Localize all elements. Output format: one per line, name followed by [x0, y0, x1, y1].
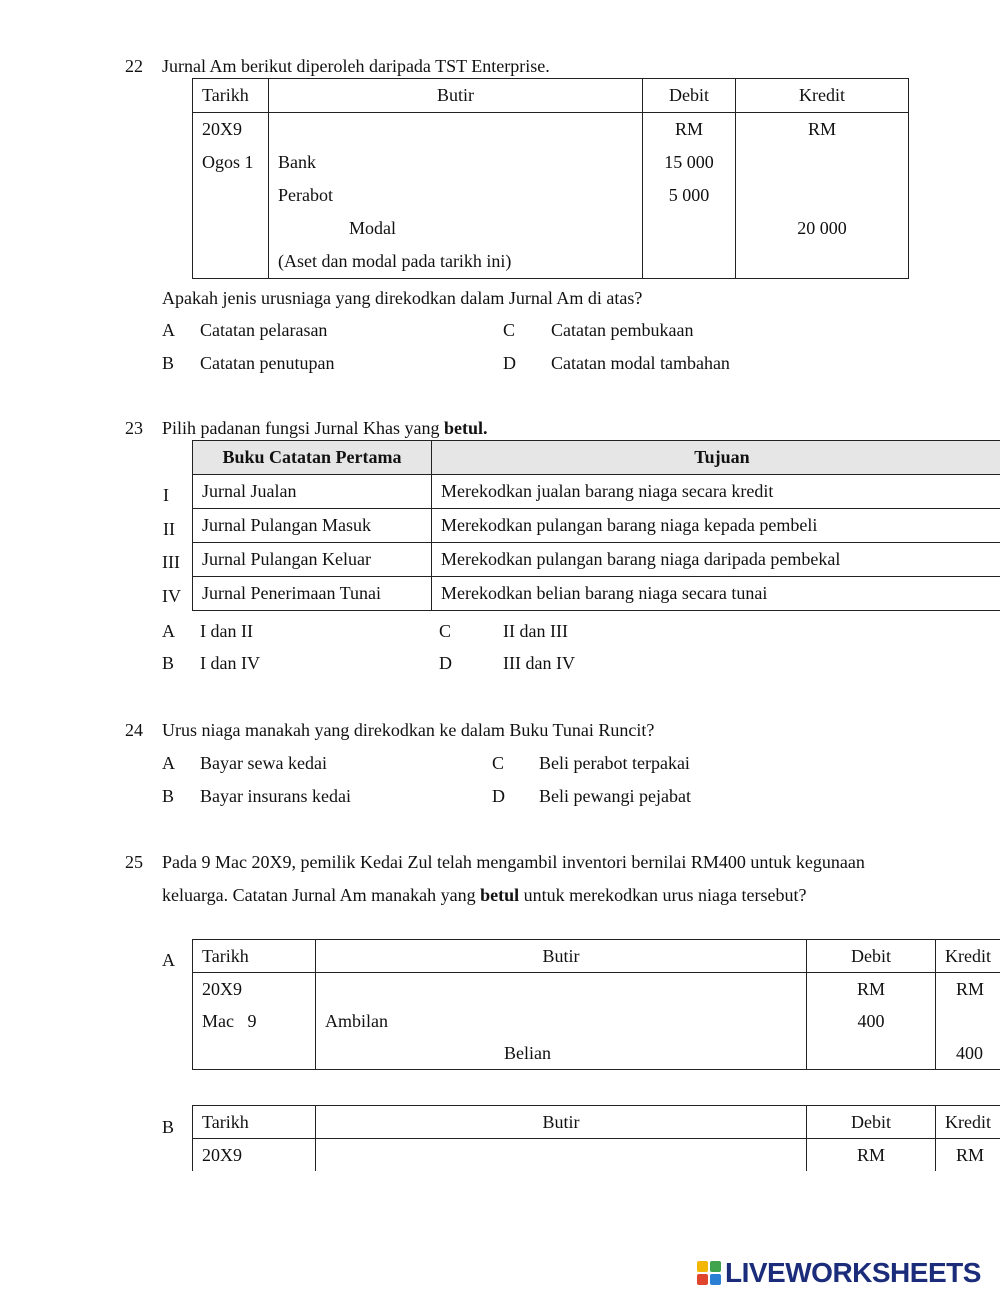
header-debit: Debit	[807, 940, 936, 973]
table-header-row	[193, 79, 909, 113]
logo-text: LIVEWORKSHEETS	[725, 1257, 981, 1288]
header-kredit: Kredit	[736, 79, 909, 113]
q25-option-a-letter[interactable]: A	[162, 950, 175, 970]
q24-stem: Urus niaga manakah yang direkodkan ke dalam Buku Tunai Runcit?	[162, 720, 655, 740]
header-butir: Butir	[316, 1106, 807, 1139]
q25-option-a-table[interactable]	[192, 939, 1000, 1070]
cell-tarikh	[193, 212, 269, 245]
q25-stem-line2	[162, 886, 807, 904]
table-row	[193, 543, 1000, 577]
cell-kredit: 400	[936, 1037, 1000, 1070]
table-header-row	[193, 940, 1000, 973]
cell-kredit: RM	[936, 1139, 1000, 1172]
q22-option-b-letter[interactable]: B	[162, 353, 175, 373]
header-butir: Butir	[269, 79, 643, 113]
table-row	[193, 973, 1000, 1006]
q24-option-c-text[interactable]: Beli perabot terpakai	[539, 753, 690, 773]
cell-debit	[643, 245, 736, 279]
q23-stem-text: Pilih padanan fungsi Jurnal Khas yang	[162, 418, 440, 438]
table-row	[193, 212, 909, 245]
q23-stem	[162, 419, 487, 437]
q22-question: Apakah jenis urusniaga yang direkodkan dalam Jurnal Am di atas?	[162, 288, 643, 308]
cell-kredit	[936, 1005, 1000, 1037]
q22-option-a-letter[interactable]: A	[162, 320, 175, 340]
cell-tarikh	[193, 245, 269, 279]
cell-debit: RM	[807, 1139, 936, 1172]
cell-debit: RM	[807, 973, 936, 1006]
q22-number: 22	[125, 56, 143, 76]
cell-debit: RM	[643, 113, 736, 147]
header-butir: Butir	[316, 940, 807, 973]
header-tarikh: Tarikh	[193, 79, 269, 113]
q25-option-b-table[interactable]	[192, 1105, 1000, 1171]
q23-option-c-text[interactable]: II dan III	[503, 621, 568, 641]
q25-stem-line2-a: keluarga. Catatan Jurnal Am manakah yang	[162, 885, 476, 905]
logo-square-2	[710, 1261, 721, 1272]
cell-kredit	[736, 179, 909, 212]
cell-purpose: Merekodkan belian barang niaga secara tunai	[432, 577, 1000, 611]
table-header-row	[193, 441, 1000, 475]
logo-icon	[697, 1261, 721, 1285]
q22-option-d-text[interactable]: Catatan modal tambahan	[551, 353, 730, 373]
table-row	[193, 1037, 1000, 1070]
cell-tarikh: Mac 9	[193, 1005, 316, 1037]
cell-tarikh: 20X9	[193, 113, 269, 147]
q25-stem-line2-b: untuk merekodkan urus niaga tersebut?	[523, 885, 807, 905]
liveworksheets-logo[interactable]	[697, 1257, 981, 1289]
header-kredit: Kredit	[936, 940, 1000, 973]
q23-option-d-text[interactable]: III dan IV	[503, 653, 575, 673]
q22-option-a-text[interactable]: Catatan pelarasan	[200, 320, 328, 340]
q24-option-b-letter[interactable]: B	[162, 786, 175, 806]
q23-option-a-text[interactable]: I dan II	[200, 621, 253, 641]
cell-kredit	[736, 146, 909, 179]
q22-stem: Jurnal Am berikut diperoleh daripada TST Enterprise.	[162, 56, 550, 76]
cell-debit	[807, 1037, 936, 1070]
cell-butir	[269, 113, 643, 147]
cell-tarikh: 20X9	[193, 973, 316, 1006]
logo-square-4	[710, 1274, 721, 1285]
q23-option-b-text[interactable]: I dan IV	[200, 653, 260, 673]
cell-butir: Perabot	[269, 179, 643, 212]
cell-book: Jurnal Jualan	[193, 475, 432, 509]
table-row	[193, 179, 909, 212]
table-row	[193, 1139, 1000, 1172]
q23-option-a-letter[interactable]: A	[162, 621, 175, 641]
q25-stem-bold: betul	[480, 885, 520, 905]
cell-kredit: RM	[936, 973, 1000, 1006]
q23-roman-3: III	[162, 552, 180, 572]
q25-number: 25	[125, 852, 143, 872]
q24-option-c-letter[interactable]: C	[492, 753, 505, 773]
cell-tarikh: Ogos 1	[193, 146, 269, 179]
cell-butir: Modal	[269, 212, 643, 245]
q25-stem-line1: Pada 9 Mac 20X9, pemilik Kedai Zul telah mengambil inventori bernilai RM400 untuk kegunaan	[162, 852, 865, 872]
table-row	[193, 475, 1000, 509]
q23-roman-4: IV	[162, 586, 181, 606]
cell-purpose: Merekodkan pulangan barang niaga kepada pembeli	[432, 509, 1000, 543]
q22-option-b-text[interactable]: Catatan penutupan	[200, 353, 335, 373]
cell-tarikh	[193, 1037, 316, 1070]
table-row	[193, 146, 909, 179]
cell-debit	[643, 212, 736, 245]
header-tujuan: Tujuan	[432, 441, 1000, 475]
header-debit: Debit	[807, 1106, 936, 1139]
q24-option-a-text[interactable]: Bayar sewa kedai	[200, 753, 327, 773]
table-row	[193, 245, 909, 279]
q23-number: 23	[125, 418, 143, 438]
header-kredit: Kredit	[936, 1106, 1000, 1139]
logo-square-3	[697, 1274, 708, 1285]
cell-purpose: Merekodkan pulangan barang niaga daripada pembekal	[432, 543, 1000, 577]
cell-debit: 15 000	[643, 146, 736, 179]
cell-debit: 5 000	[643, 179, 736, 212]
cell-butir: Bank	[269, 146, 643, 179]
table-row	[193, 577, 1000, 611]
cell-book: Jurnal Pulangan Keluar	[193, 543, 432, 577]
q23-option-c-letter[interactable]: C	[439, 621, 452, 641]
q23-option-b-letter[interactable]: B	[162, 653, 175, 673]
cell-tarikh	[193, 179, 269, 212]
cell-butir: Belian	[316, 1037, 807, 1070]
table-header-row	[193, 1106, 1000, 1139]
cell-book: Jurnal Pulangan Masuk	[193, 509, 432, 543]
cell-tarikh: 20X9	[193, 1139, 316, 1172]
q23-journal-table	[192, 440, 1000, 611]
header-debit: Debit	[643, 79, 736, 113]
cell-kredit: RM	[736, 113, 909, 147]
cell-butir: Ambilan	[316, 1005, 807, 1037]
cell-butir	[316, 1139, 807, 1172]
q24-option-d-text[interactable]: Beli pewangi pejabat	[539, 786, 691, 806]
logo-square-1	[697, 1261, 708, 1272]
table-row	[193, 1005, 1000, 1037]
q23-option-d-letter[interactable]: D	[439, 653, 452, 673]
header-buku: Buku Catatan Pertama	[193, 441, 432, 475]
table-row	[193, 509, 1000, 543]
header-tarikh: Tarikh	[193, 940, 316, 973]
q22-option-d-letter[interactable]: D	[503, 353, 516, 373]
cell-purpose: Merekodkan jualan barang niaga secara kredit	[432, 475, 1000, 509]
cell-butir: (Aset dan modal pada tarikh ini)	[269, 245, 643, 279]
cell-debit: 400	[807, 1005, 936, 1037]
q24-option-d-letter[interactable]: D	[492, 786, 505, 806]
cell-butir	[316, 973, 807, 1006]
q23-roman-1: I	[163, 485, 169, 505]
q22-option-c-letter[interactable]: C	[503, 320, 516, 340]
cell-kredit	[736, 245, 909, 279]
q22-journal-table	[192, 78, 909, 279]
q23-stem-bold: betul.	[443, 418, 488, 438]
cell-kredit: 20 000	[736, 212, 909, 245]
cell-book: Jurnal Penerimaan Tunai	[193, 577, 432, 611]
table-row	[193, 113, 909, 147]
header-tarikh: Tarikh	[193, 1106, 316, 1139]
q22-option-c-text[interactable]: Catatan pembukaan	[551, 320, 694, 340]
q25-option-b-letter[interactable]: B	[162, 1117, 175, 1137]
q24-option-b-text[interactable]: Bayar insurans kedai	[200, 786, 351, 806]
q24-number: 24	[125, 720, 143, 740]
q24-option-a-letter[interactable]: A	[162, 753, 175, 773]
q23-roman-2: II	[163, 519, 175, 539]
